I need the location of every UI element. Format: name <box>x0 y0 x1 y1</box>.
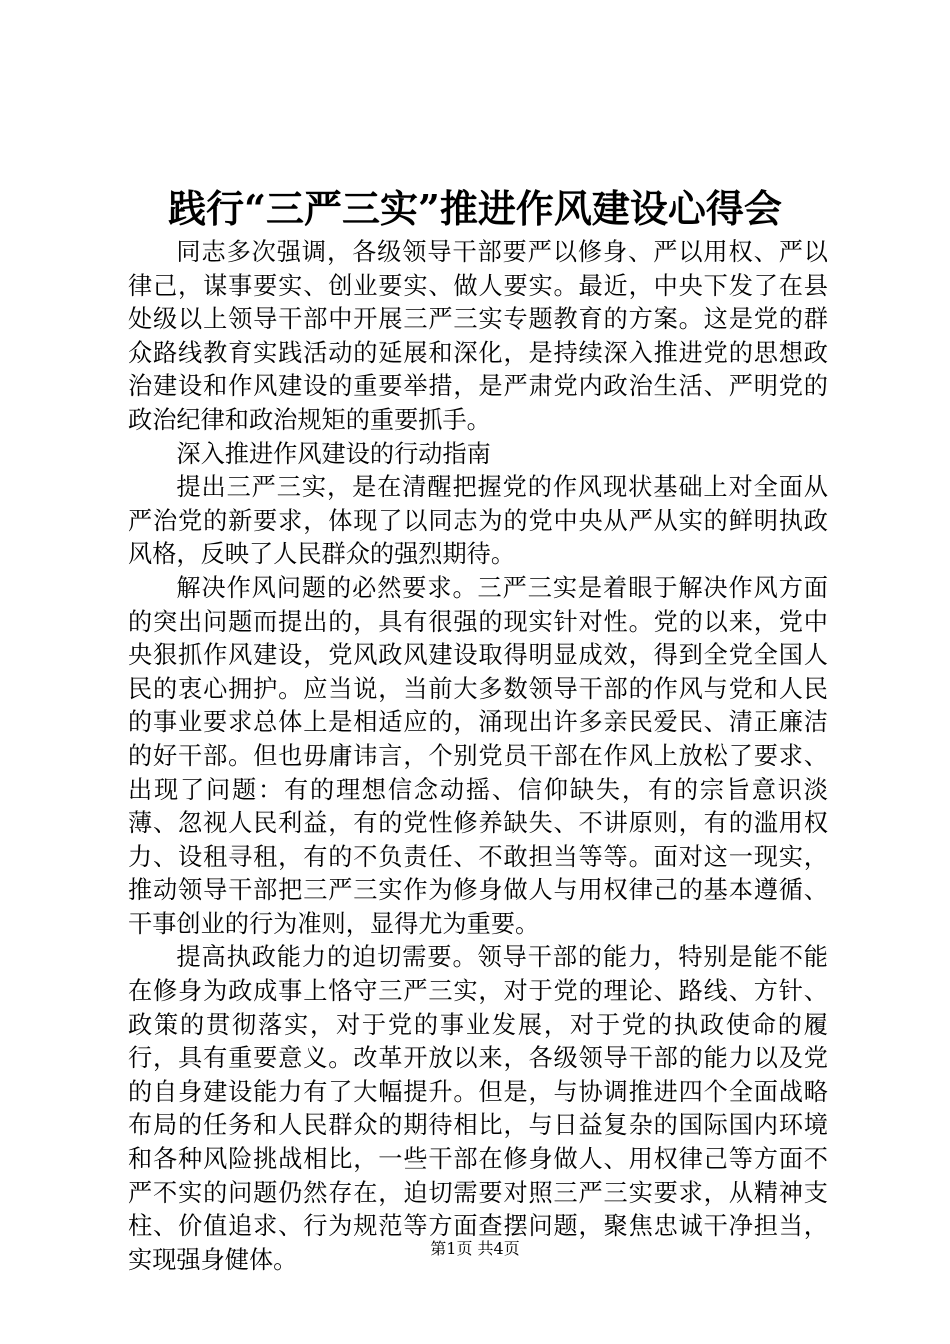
body-paragraph-4: 提高执政能力的迫切需要。领导干部的能力，特别是能不能在修身为政成事上恪守三严三实，对于党的理论、路线、方针、政策的贯彻落实，对于党的事业发展，对于党的执政使命的履行，具有重要意义。改革开放以来，各级领导干部的能力以及党的自身建设能力有了大幅提升。但是，与协调推进四个全面战略布局的任务和人民群众的期待相比，与日益复杂的国际国内环境和各种风险挑战相比，一些干部在修身做人、用权律己等方面不严不实的问题仍然存在，迫切需要对照三严三实要求，从精神支柱、价值追求、行为规范等方面查摆问题，聚焦忠诚干净担当，实现强身健体。 <box>128 943 828 1274</box>
document-title: 践行“三严三实”推进作风建设心得会 <box>168 186 782 231</box>
document-body <box>128 236 828 1277</box>
section-heading: 深入推进作风建设的行动指南 <box>176 439 491 468</box>
page-footer: 第1页 共4页 <box>430 1239 520 1258</box>
body-paragraph-1: 同志多次强调，各级领导干部要严以修身、严以用权、严以律己，谋事要实、创业要实、做人要实。最近，中央下发了在县处级以上领导干部中开展三严三实专题教育的方案。这是党的群众路线教育实践活动的延展和深化，是持续深入推进党的思想政治建设和作风建设的重要举措，是严肃党内政治生活、严明党的政治纪律和政治规矩的重要抓手。 <box>128 238 828 434</box>
body-paragraph-2: 提出三严三实，是在清醒把握党的作风现状基础上对全面从严治党的新要求，体现了以同志为的党中央从严从实的鲜明执政风格，反映了人民群众的强烈期待。 <box>128 473 828 569</box>
body-paragraph-3: 解决作风问题的必然要求。三严三实是着眼于解决作风方面的突出问题而提出的，具有很强的现实针对性。党的以来，党中央狠抓作风建设，党风政风建设取得明显成效，得到全党全国人民的衷心拥护。应当说，当前大多数领导干部的作风与党和人民的事业要求总体上是相适应的，涌现出许多亲民爱民、清正廉洁的好干部。但也毋庸讳言，个别党员干部在作风上放松了要求、出现了问题：有的理想信念动摇、信仰缺失，有的宗旨意识淡薄、忽视人民利益，有的党性修养缺失、不讲原则，有的滥用权力、设租寻租，有的不负责任、不敢担当等等。面对这一现实，推动领导干部把三严三实作为修身做人与用权律己的基本遵循、干事创业的行为准则，显得尤为重要。 <box>128 573 828 938</box>
